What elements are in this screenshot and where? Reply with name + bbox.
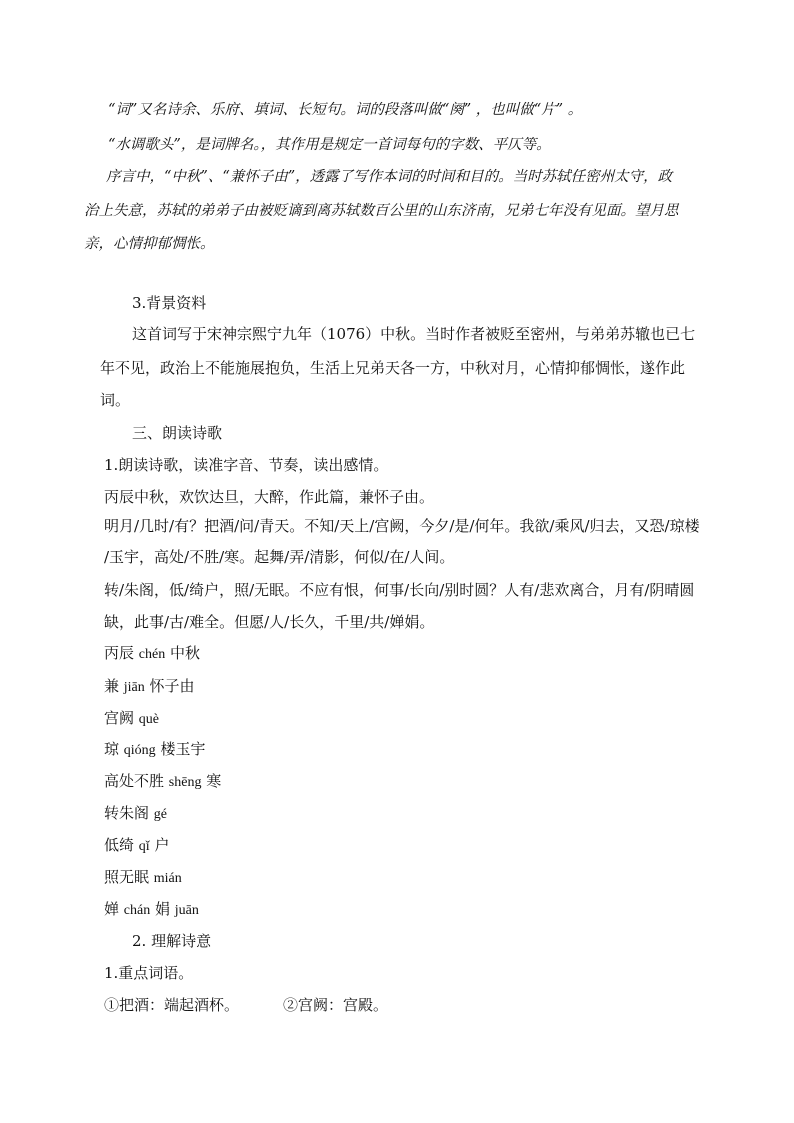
pronunciation-pinyin: juān [174, 903, 199, 918]
pronunciation-pinyin: gé [153, 807, 167, 822]
pronunciation-pinyin: shēng [168, 775, 202, 790]
pronunciation-pinyin: chán [123, 903, 151, 918]
note-preface-line-3: 亲，心情抑郁惆怅。 [84, 236, 215, 252]
pronunciation-pinyin: qǐ [138, 839, 150, 854]
pronunciation-word: 中秋 [165, 644, 200, 662]
pronunciation-pinyin: mián [153, 871, 182, 886]
pronunciation-word: 兼 [104, 677, 124, 695]
pronunciation-word: 婵 [104, 900, 124, 918]
pronunciation-word: 楼玉宇 [155, 740, 206, 758]
pronunciation-item [104, 676, 195, 698]
pronunciation-word: 户 [149, 836, 170, 854]
section-heading-reading: 三、朗读诗歌 [132, 424, 223, 442]
vocab-line [104, 995, 388, 1015]
verse-line-1: 明月/几时/有？把酒/问/青天。不知/天上/宫阙，今夕/是/何年。我欲/乘风/归去，又恐/琼楼 [104, 517, 700, 535]
pronunciation-item [104, 835, 169, 857]
pronunciation-pinyin: què [138, 712, 159, 727]
pronunciation-item [104, 899, 199, 921]
background-text-line-2: 年不见，政治上不能施展抱负，生活上兄弟天各一方，中秋对月，心情抑郁惆怅，遂作此 [100, 359, 686, 377]
pronunciation-word: 低绮 [104, 836, 139, 854]
pronunciation-word: 照无眠 [104, 868, 154, 886]
verse-line-2: /玉宇，高处/不胜/寒。起舞/弄/清影，何似/在/人间。 [104, 548, 455, 566]
pronunciation-pinyin: jiān [123, 680, 145, 695]
subheading-vocabulary: 1.重点词语。 [104, 964, 194, 982]
note-preface-line-1: 序言中，“中秋”、“兼怀子由”，透露了写作本词的时间和目的。当时苏轼任密州太守，政 [106, 169, 673, 185]
section-heading-understanding: 2. 理解诗意 [132, 932, 212, 950]
pronunciation-word: 娟 [150, 900, 175, 918]
pronunciation-word: 丙辰 [104, 644, 139, 662]
vocab-item: ②宫阙：宫殿。 [283, 996, 389, 1014]
pronunciation-item [104, 771, 221, 793]
verse-line-4: 缺，此事/古/难全。但愿/人/长久，千里/共/婵娟。 [104, 613, 435, 631]
verse-line-3: 转/朱阁，低/绮户，照/无眠。不应有恨，何事/长向/别时圆？人有/悲欢离合，月有/阴晴圆 [104, 581, 695, 599]
pronunciation-word: 怀子由 [144, 677, 195, 695]
pronunciation-item [104, 708, 159, 730]
pronunciation-word: 高处不胜 [104, 772, 169, 790]
pronunciation-item [104, 739, 205, 761]
pronunciation-word: 宫阙 [104, 709, 139, 727]
pronunciation-word: 寒 [201, 772, 222, 790]
note-preface-line-2: 治上失意，苏轼的弟弟子由被贬谪到离苏轼数百公里的山东济南，兄弟七年没有见面。望月思 [84, 203, 679, 219]
vocab-item: ①把酒：端起酒杯。 [104, 996, 240, 1014]
poem-preface: 丙辰中秋，欢饮达旦，大醉，作此篇，兼怀子由。 [104, 488, 435, 506]
reading-instruction: 1.朗读诗歌，读准字音、节奏，读出感情。 [104, 456, 389, 474]
background-text-line-3: 词。 [100, 391, 131, 409]
pronunciation-pinyin: chén [138, 647, 166, 662]
note-cipai: “水调歌头”，是词牌名。，其作用是规定一首词每句的字数、平仄等。 [108, 137, 551, 153]
pronunciation-item [104, 643, 200, 665]
note-ci-definition: “词”又名诗余、乐府、填词、长短句。词的段落叫做“阕” ，也叫做“片” 。 [108, 102, 583, 118]
section-heading-background: 3.背景资料 [132, 294, 207, 312]
background-text-line-1: 这首词写于宋神宗熙宁九年（1076）中秋。当时作者被贬至密州，与弟弟苏辙也已七 [132, 325, 696, 343]
pronunciation-word: 琼 [104, 740, 124, 758]
pronunciation-item [104, 867, 182, 889]
pronunciation-item [104, 803, 167, 825]
pronunciation-pinyin: qióng [123, 743, 156, 758]
pronunciation-word: 转朱阁 [104, 804, 154, 822]
